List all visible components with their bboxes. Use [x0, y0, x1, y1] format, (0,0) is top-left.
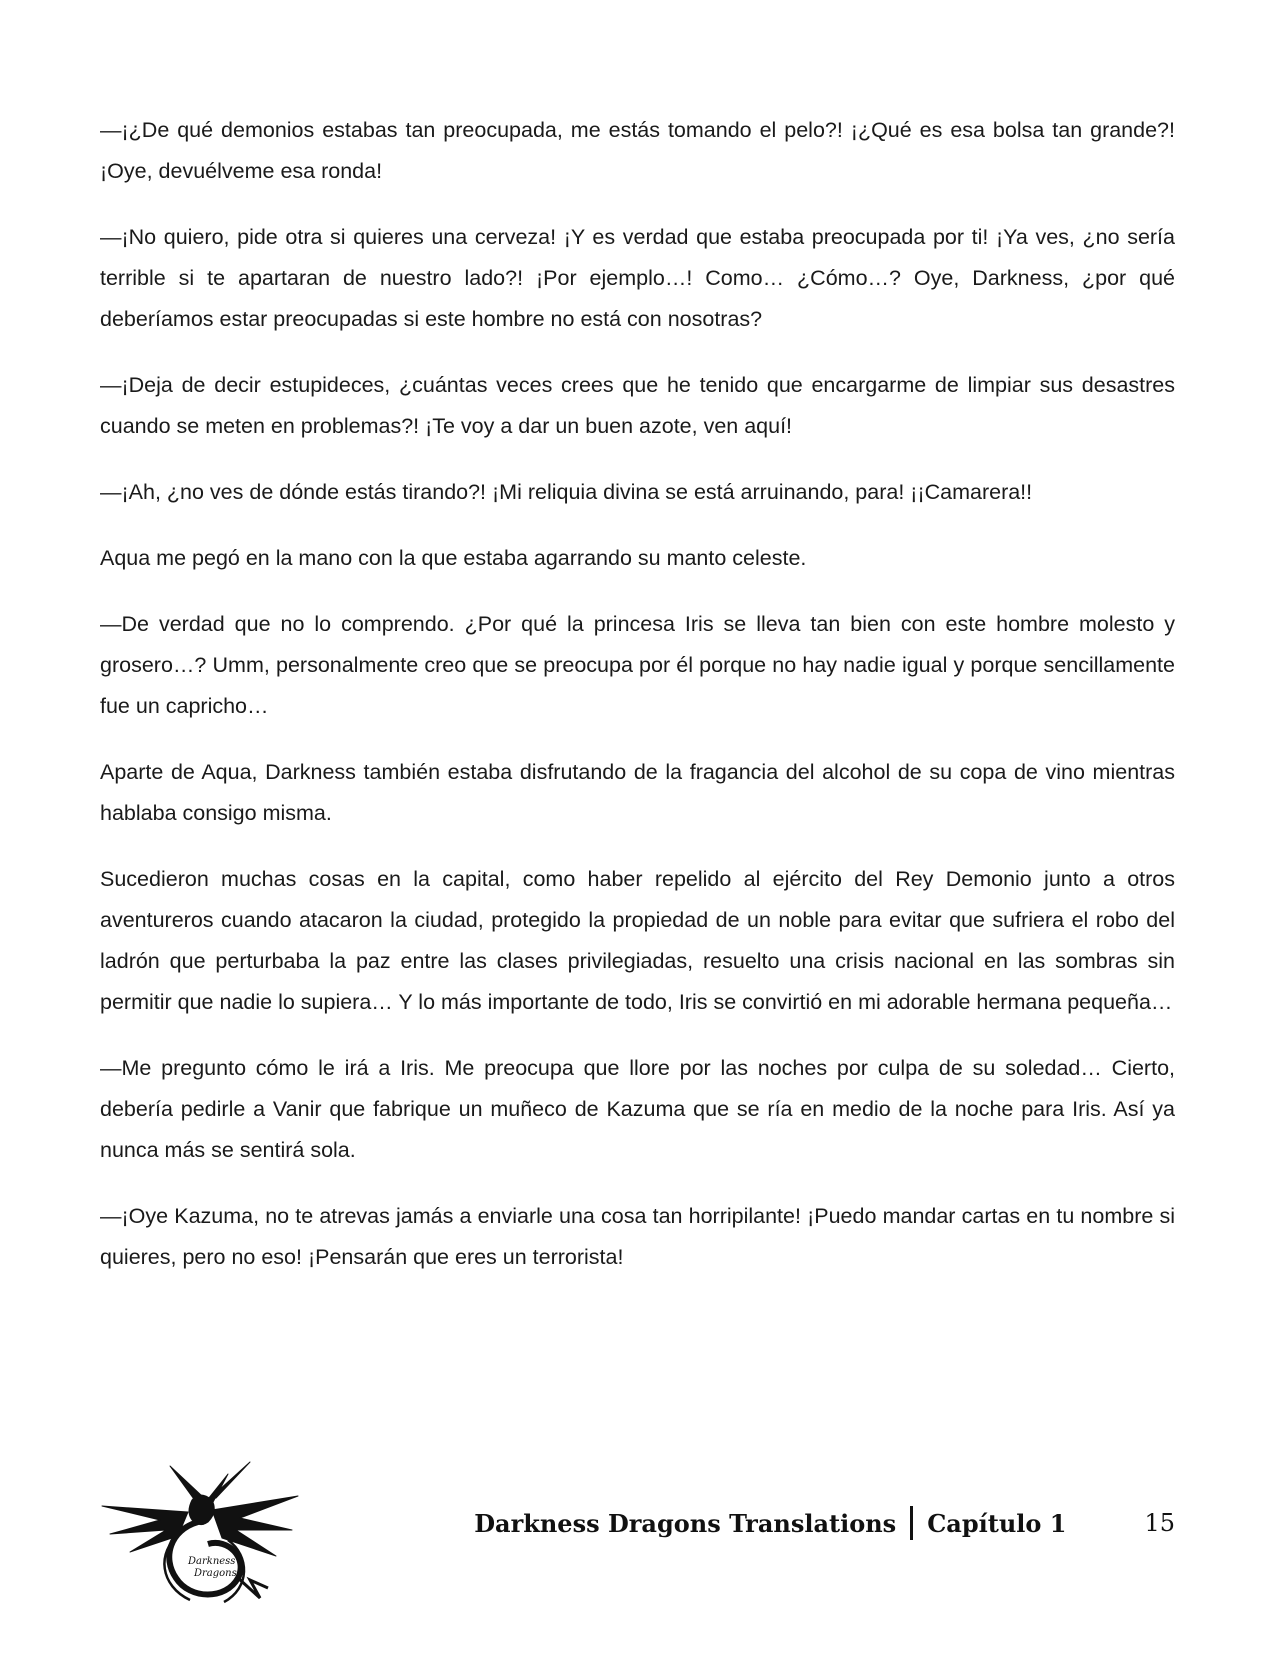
- chapter-label: Capítulo 1: [927, 1508, 1067, 1538]
- logo-text-line2: Dragons: [194, 1568, 237, 1579]
- dragon-logo-icon: [100, 1460, 300, 1610]
- paragraph-10: —¡Oye Kazuma, no te atrevas jamás a enviarle una cosa tan horripilante! ¡Puedo mandar cartas en tu nombre si quieres, pero no eso! ¡Pensarán que eres un terrorista!: [100, 1204, 1175, 1269]
- paragraph-6: —De verdad que no lo comprendo. ¿Por qué la princesa Iris se lleva tan bien con este hombre molesto y grosero…? Umm, personalmente creo que se preocupa por él porque no hay nadie igual y porque sencillamente fue un capricho…: [100, 612, 1175, 718]
- paragraph-8: Sucedieron muchas cosas en la capital, como haber repelido al ejército del Rey Demonio junto a otros aventureros cuando atacaron la ciudad, protegido la propiedad de un noble para evitar que sufriera el robo del ladrón que perturbaba la paz entre las clases privilegiadas, resuelto una crisis nacional en las sombras sin permitir que nadie lo supiera… Y lo más importante de todo, Iris se convirtió en mi adorable hermana pequeña…: [100, 867, 1175, 1014]
- paragraph-3: —¡Deja de decir estupideces, ¿cuántas veces crees que he tenido que encargarme de limpiar sus desastres cuando se meten en problemas?! ¡Te voy a dar un buen azote, ven aquí!: [100, 373, 1175, 438]
- paragraph-1: —¡¿De qué demonios estabas tan preocupada, me estás tomando el pelo?! ¡¿Qué es esa bolsa tan grande?! ¡Oye, devuélveme esa ronda!: [100, 118, 1175, 183]
- paragraph-9: —Me pregunto cómo le irá a Iris. Me preocupa que llore por las noches por culpa de su soledad… Cierto, debería pedirle a Vanir que fabrique un muñeco de Kazuma que se ría en medio de la noche para Iris. Así ya nunca más se sentirá sola.: [100, 1056, 1175, 1162]
- logo-text-line1: Darkness: [188, 1556, 236, 1567]
- page-number: 15: [1144, 1509, 1175, 1537]
- page-body: [100, 110, 1175, 1303]
- footer-text: [474, 1506, 1175, 1540]
- page-footer: [100, 1460, 1175, 1610]
- footer-divider: [910, 1506, 913, 1540]
- paragraph-5: Aqua me pegó en la mano con la que estaba agarrando su manto celeste.: [100, 546, 807, 570]
- group-name: Darkness Dragons Translations: [474, 1508, 897, 1538]
- paragraph-4: —¡Ah, ¿no ves de dónde estás tirando?! ¡Mi reliquia divina se está arruinando, para! ¡¡Camarera!!: [100, 480, 1033, 504]
- paragraph-2: —¡No quiero, pide otra si quieres una cerveza! ¡Y es verdad que estaba preocupada por ti! ¡Ya ves, ¿no sería terrible si te apartaran de nuestro lado?! ¡Por ejemplo…! Como… ¿Cómo…? Oye, Darkness, ¿por qué deberíamos estar preocupadas si este hombre no está con nosotras?: [100, 225, 1175, 331]
- paragraph-7: Aparte de Aqua, Darkness también estaba disfrutando de la fragancia del alcohol de su copa de vino mientras hablaba consigo misma.: [100, 760, 1175, 825]
